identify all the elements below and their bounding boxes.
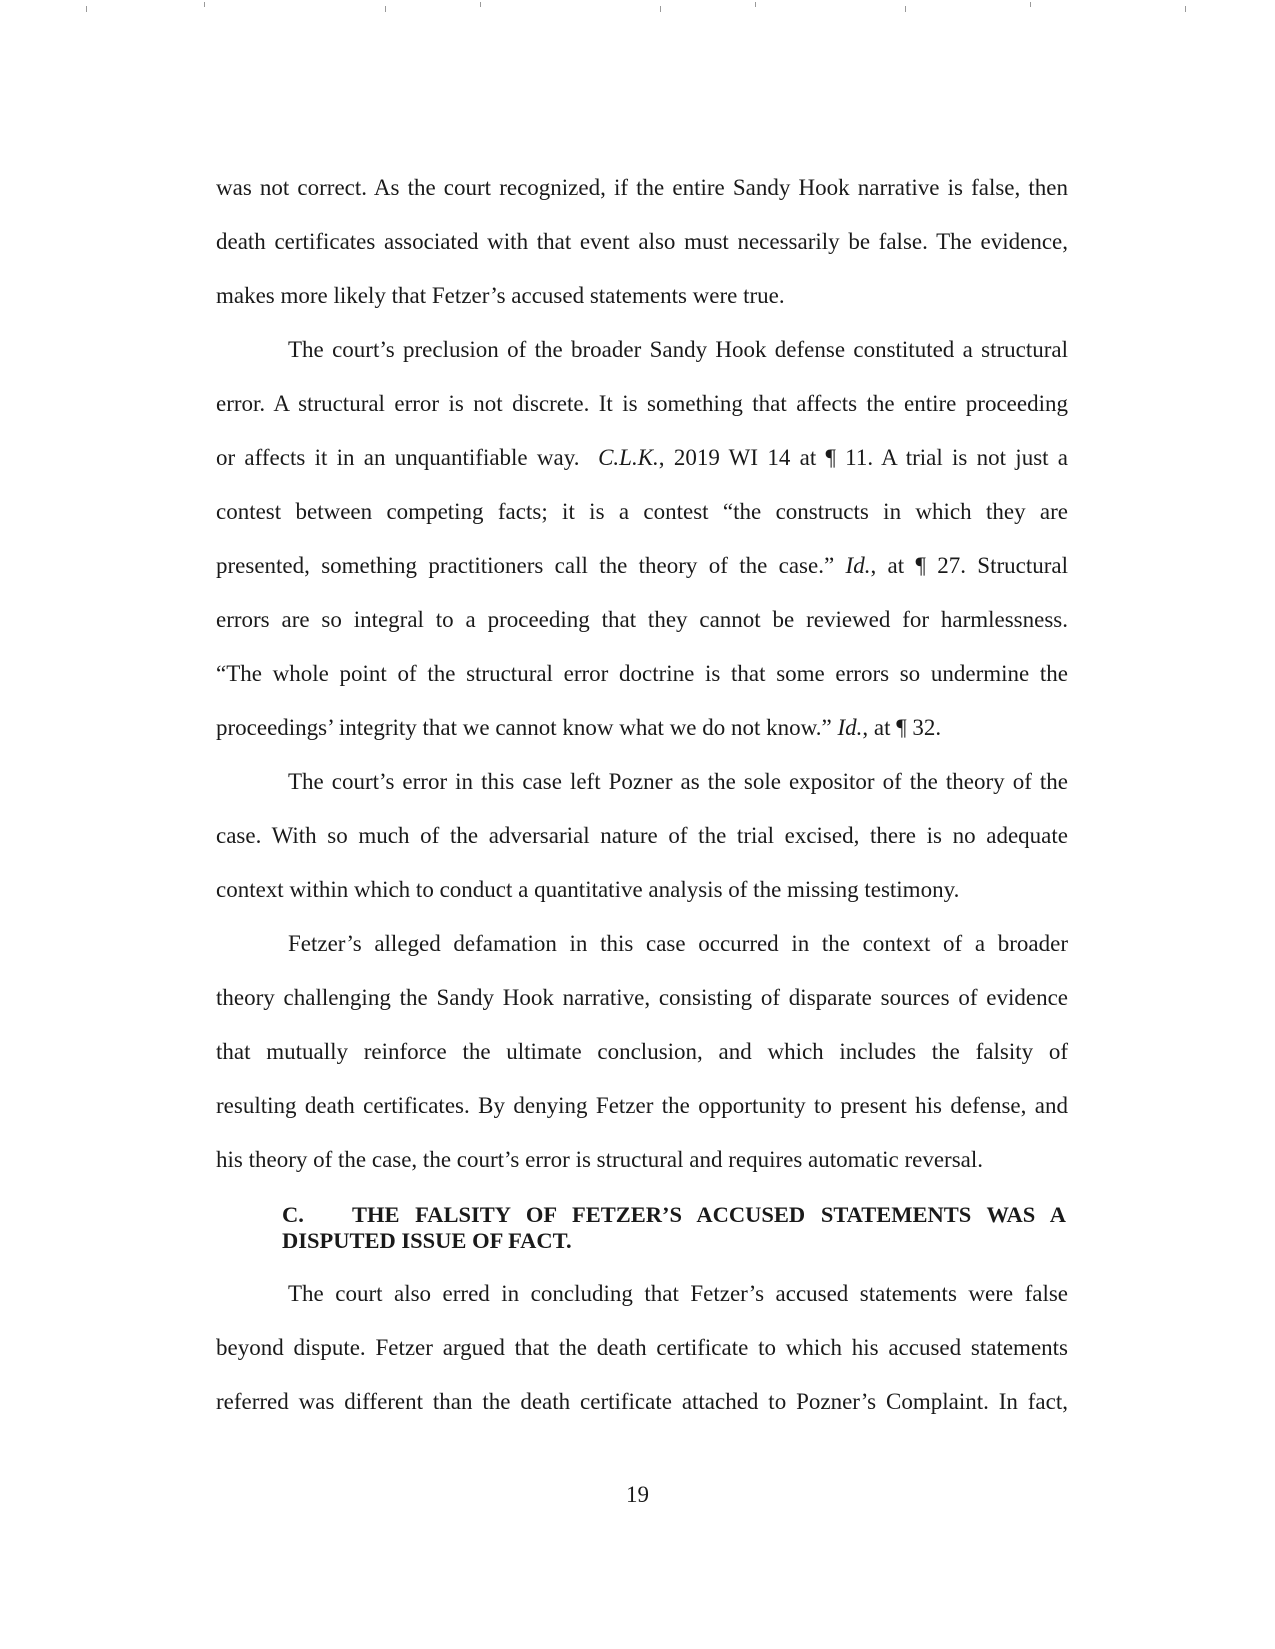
scan-artifact <box>1185 6 1186 12</box>
body-line: case. With so much of the adversarial nature of the trial excised, there is no adequate <box>216 823 1068 848</box>
case-citation: C.L.K. <box>598 445 659 470</box>
body-line: was not correct. As the court recognized, if the entire Sandy Hook narrative is false, then <box>216 175 1068 200</box>
body-text: proceedings’ integrity that we cannot know what we do not know.” <box>216 715 832 740</box>
body-line: context within which to conduct a quantitative analysis of the missing testimony. <box>216 877 960 902</box>
body-line: Fetzer’s alleged defamation in this case occurred in the context of a broader <box>288 931 1068 956</box>
body-text: or affects it in an unquantifiable way. <box>216 445 580 470</box>
scan-artifact <box>385 6 386 12</box>
body-line: resulting death certificates. By denying Fetzer the opportunity to present his defense, and <box>216 1093 1068 1118</box>
scan-artifact <box>1030 2 1031 7</box>
body-text: , at ¶ 32. <box>862 715 942 740</box>
body-line: error. A structural error is not discrete. It is something that affects the entire proceeding <box>216 391 1068 416</box>
scan-artifact <box>755 2 756 7</box>
body-text: presented, something practitioners call the theory of the case.” <box>216 553 835 578</box>
body-line: “The whole point of the structural error doctrine is that some errors so undermine the <box>216 661 1068 686</box>
scan-artifact <box>480 2 481 7</box>
body-line: theory challenging the Sandy Hook narrative, consisting of disparate sources of evidence <box>216 985 1068 1010</box>
scan-artifact <box>86 6 87 12</box>
section-heading-line-1: THE FALSITY OF FETZER’S ACCUSED STATEMENTS WAS A <box>352 1202 1066 1227</box>
body-line: death certificates associated with that event also must necessarily be false. The evidence, <box>216 229 1068 254</box>
body-line: contest between competing facts; it is a contest “the constructs in which they are <box>216 499 1068 524</box>
body-line: referred was different than the death certificate attached to Pozner’s Complaint. In fact, <box>216 1389 1068 1414</box>
body-line: that mutually reinforce the ultimate conclusion, and which includes the falsity of <box>216 1039 1068 1064</box>
body-text: , 2019 WI 14 at ¶ 11. A trial is not just a <box>658 445 1069 470</box>
section-heading-line-2: DISPUTED ISSUE OF FACT. <box>282 1228 572 1253</box>
body-text: , at ¶ 27. Structural <box>870 553 1069 578</box>
page-number: 19 <box>626 1482 649 1507</box>
body-line: beyond dispute. Fetzer argued that the death certificate to which his accused statements <box>216 1335 1068 1360</box>
case-citation: Id. <box>837 715 863 740</box>
scan-artifact <box>660 6 661 12</box>
body-line: The court’s error in this case left Pozner as the sole expositor of the theory of the <box>288 769 1068 794</box>
body-line: The court’s preclusion of the broader Sandy Hook defense constituted a structural <box>288 337 1068 362</box>
case-citation: Id. <box>845 553 871 578</box>
body-line: makes more likely that Fetzer’s accused statements were true. <box>216 283 785 308</box>
scan-artifact <box>905 6 906 12</box>
body-line <box>216 714 1068 742</box>
body-line: The court also erred in concluding that Fetzer’s accused statements were false <box>288 1281 1068 1306</box>
body-line: errors are so integral to a proceeding that they cannot be reviewed for harmlessness. <box>216 607 1068 632</box>
body-line <box>216 444 1068 472</box>
scan-artifact <box>204 2 205 7</box>
body-line <box>216 552 1068 580</box>
section-letter: C. <box>282 1202 304 1227</box>
body-line: his theory of the case, the court’s error is structural and requires automatic reversal. <box>216 1147 984 1172</box>
